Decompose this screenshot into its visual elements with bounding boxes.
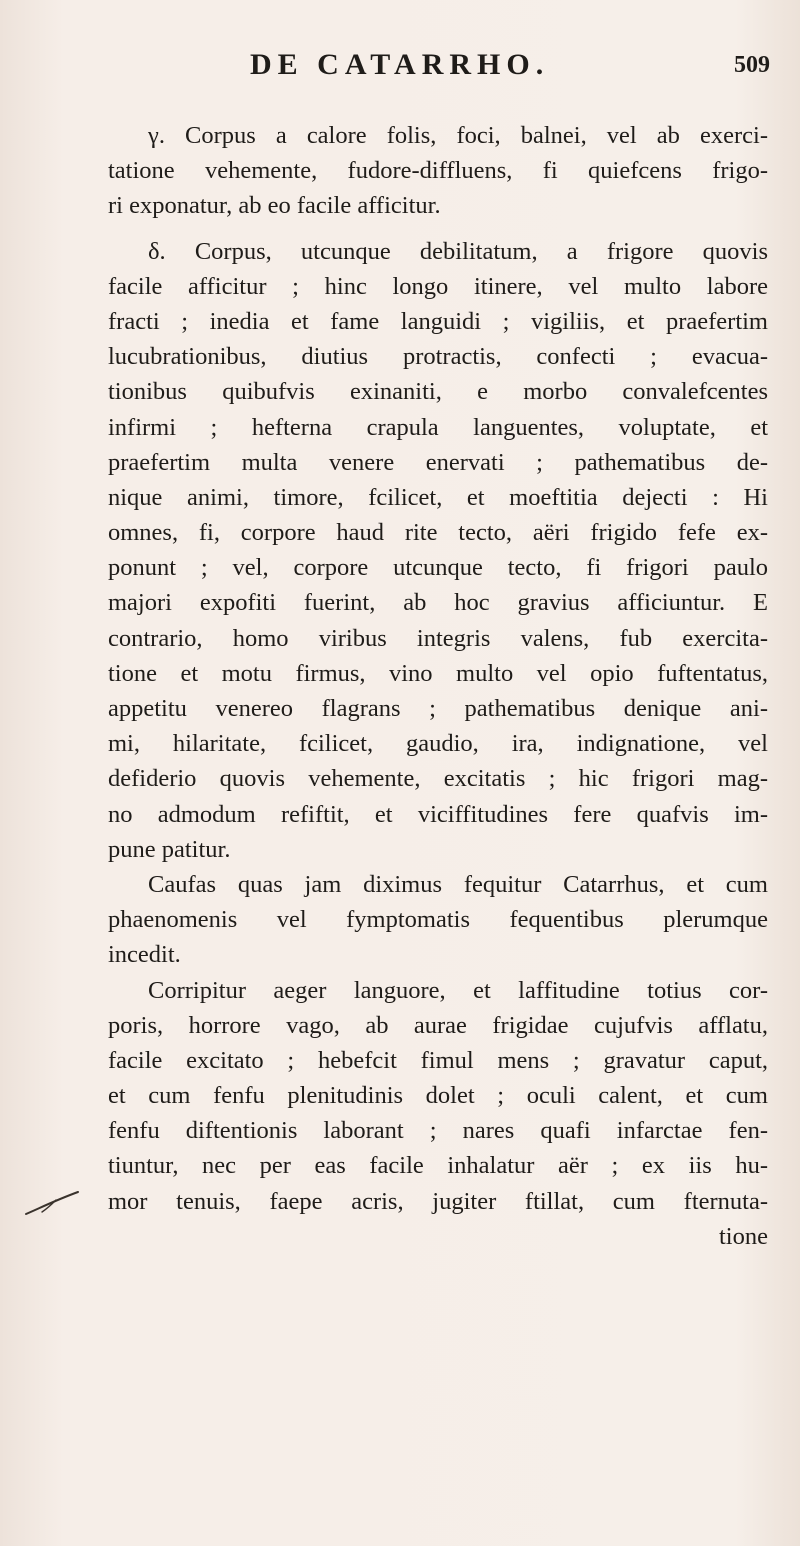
text-line: tatione vehemente, fudore-diffluens, fi quiefcens frigo-	[108, 157, 768, 185]
text-line: tiuntur, nec per eas facile inhalatur aër ; ex iis hu-	[108, 1152, 768, 1180]
paragraph-delta	[108, 234, 768, 867]
paragraph-gamma	[108, 118, 768, 224]
text-line: majori expofiti fuerint, ab hoc gravius afficiuntur. E	[108, 589, 768, 617]
text-line: appetitu venereo flagrans ; pathematibus denique ani-	[108, 695, 768, 722]
paragraph-symptoms	[108, 973, 768, 1219]
text-line: tionibus quibufvis exinaniti, e morbo convalefcentes	[108, 378, 768, 406]
text-line: no admodum refiftit, et viciffitudines fere quafvis im-	[108, 800, 768, 828]
body-text	[108, 118, 768, 1254]
text-line: Caufas quas jam diximus fequitur Catarrhus, et cum	[148, 870, 768, 898]
page-number: 509	[734, 52, 770, 78]
text-line: defiderio quovis vehemente, excitatis ; hic frigori mag-	[108, 765, 768, 793]
text-line: nique animi, timore, fcilicet, et moeftitia dejecti : Hi	[108, 483, 768, 511]
text-line: omnes, fi, corpore haud rite tecto, aëri frigido fefe ex-	[108, 519, 768, 547]
page-header	[250, 48, 770, 88]
text-line: mor tenuis, faepe acris, jugiter ftillat, cum fternuta-	[108, 1187, 768, 1215]
text-line: δ. Corpus, utcunque debilitatum, a frigore quovis	[148, 237, 768, 265]
text-line: ri exponatur, ab eo facile afficitur.	[108, 192, 441, 220]
text-line: tione et motu firmus, vino multo vel opio fuftentatus,	[108, 659, 768, 687]
running-head: DE CATARRHO.	[250, 48, 550, 81]
text-line: infirmi ; hefterna crapula languentes, voluptate, et	[108, 413, 768, 441]
text-line: poris, horrore vago, ab aurae frigidae cujufvis afflatu,	[108, 1011, 768, 1039]
text-line: incedit.	[108, 941, 181, 969]
text-line: pune patitur.	[108, 835, 231, 863]
text-line: lucubrationibus, diutius protractis, confecti ; evacua-	[108, 343, 768, 371]
text-line: mi, hilaritate, fcilicet, gaudio, ira, indignatione, vel	[108, 730, 768, 758]
text-line: fenfu diftentionis laborant ; nares quafi infarctae fen-	[108, 1117, 768, 1145]
pencil-mark-icon	[22, 1188, 82, 1218]
text-line: phaenomenis vel fymptomatis fequentibus plerumque	[108, 906, 768, 934]
text-line: fracti ; inedia et fame languidi ; vigiliis, et praefertim	[108, 307, 768, 335]
text-line: praefertim multa venere enervati ; pathematibus de-	[108, 448, 768, 476]
text-line: contrario, homo viribus integris valens, fub exercita-	[108, 624, 768, 652]
catchword: tione	[719, 1222, 768, 1250]
text-line: facile excitato ; hebefcit fimul mens ; gravatur caput,	[108, 1046, 768, 1074]
text-line: ponunt ; vel, corpore utcunque tecto, fi frigori paulo	[108, 554, 768, 582]
paragraph-causes	[108, 867, 768, 973]
text-line: et cum fenfu plenitudinis dolet ; oculi calent, et cum	[108, 1082, 768, 1110]
text-line: γ. Corpus a calore folis, foci, balnei, vel ab exerci-	[148, 122, 768, 149]
text-line: facile afficitur ; hinc longo itinere, vel multo labore	[108, 272, 768, 300]
text-line: Corripitur aeger languore, et laffitudine totius cor-	[148, 976, 768, 1004]
